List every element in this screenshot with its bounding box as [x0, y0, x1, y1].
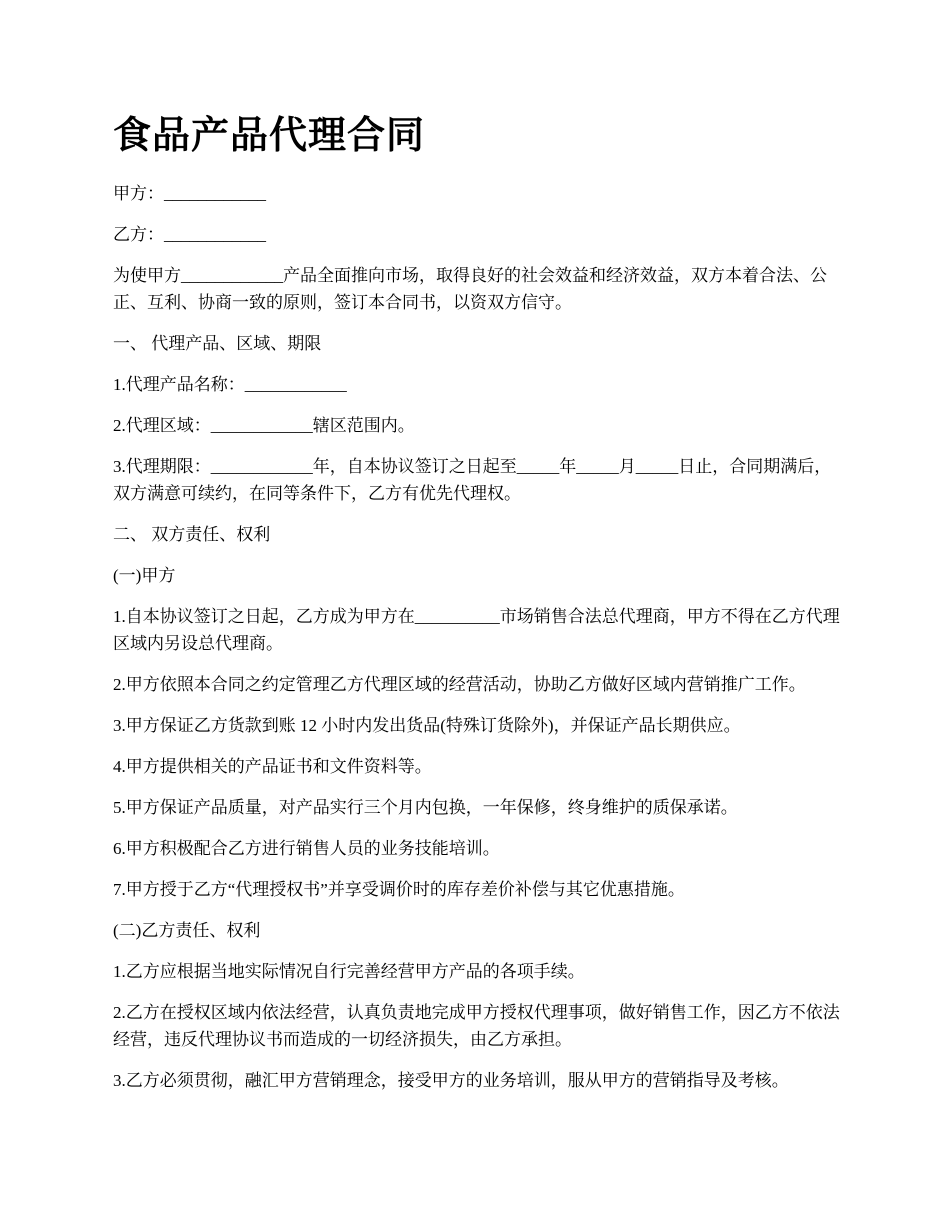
subsection-heading-party-b: (二)乙方责任、权利: [113, 921, 261, 940]
party-a-clause-3: 3.甲方保证乙方货款到账 12 小时内发出货品(特殊订货除外)，并保证产品长期供应。: [113, 716, 741, 735]
party-a-clause-7: 7.甲方授于乙方“代理授权书”并享受调价时的库存差价补偿与其它优惠措施。: [113, 880, 685, 899]
party-b-clause-2: 2.乙方在授权区域内依法经营，认真负责地完成甲方授权代理事项，做好销售工作，因乙方不依法经营，违反代理协议书而造成的一切经济损失，由乙方承担。: [113, 1003, 840, 1049]
party-a-line: 甲方：____________: [113, 184, 266, 203]
party-b-clause-3: 3.乙方必须贯彻，融汇甲方营销理念，接受甲方的业务培训，服从甲方的营销指导及考核。: [113, 1071, 789, 1090]
clause-term: 3.代理期限：____________年，自本协议签订之日起至_____年_____月_____日止，合同期满后，双方满意可续约，在同等条件下，乙方有优先代理权。: [113, 457, 832, 503]
document-title: 食品产品代理合同: [113, 115, 426, 157]
party-a-clause-5: 5.甲方保证产品质量，对产品实行三个月内包换，一年保修，终身维护的质保承诺。: [113, 798, 738, 817]
party-b-clause-1: 1.乙方应根据当地实际情况自行完善经营甲方产品的各项手续。: [113, 962, 585, 981]
party-a-clause-6: 6.甲方积极配合乙方进行销售人员的业务技能培训。: [113, 839, 500, 858]
party-a-clause-1: 1.自本协议签订之日起，乙方成为甲方在__________市场销售合法总代理商，甲方不得在乙方代理区域内另设总代理商。: [113, 607, 840, 653]
clause-product-name: 1.代理产品名称：____________: [113, 375, 347, 394]
preamble-paragraph: 为使甲方____________产品全面推向市场，取得良好的社会效益和经济效益，双方本着合法、公正、互利、协商一致的原则，签订本合同书，以资双方信守。: [113, 266, 827, 312]
document-page: [113, 108, 843, 1094]
party-b-line: 乙方：____________: [113, 225, 266, 244]
subsection-heading-party-a: (一)甲方: [113, 566, 176, 585]
party-a-clause-2: 2.甲方依照本合同之约定管理乙方代理区域的经营活动，协助乙方做好区域内营销推广工作。: [113, 675, 806, 694]
party-a-clause-4: 4.甲方提供相关的产品证书和文件资料等。: [113, 757, 432, 776]
clause-region: 2.代理区域：____________辖区范围内。: [113, 416, 415, 435]
section-heading-2: 二、 双方责任、权利: [113, 525, 271, 544]
section-heading-1: 一、 代理产品、区域、期限: [113, 334, 322, 353]
